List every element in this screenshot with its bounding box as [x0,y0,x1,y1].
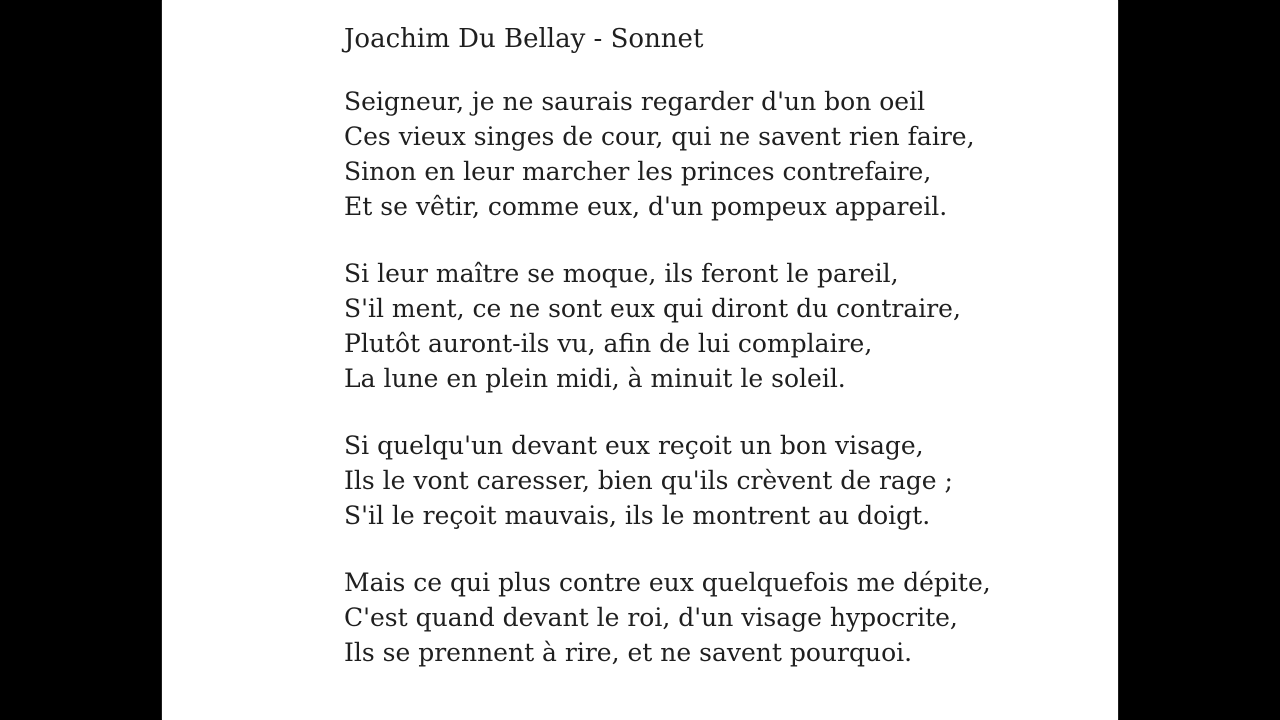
poem-line: Et se vêtir, comme eux, d'un pompeux appareil. [344,192,948,221]
poem-line: Sinon en leur marcher les princes contrefaire, [344,157,932,186]
stanza-4 [344,565,1104,670]
poem-line: Ils le vont caresser, bien qu'ils crèvent de rage ; [344,466,953,495]
poem-line: Ils se prennent à rire, et ne savent pourquoi. [344,638,913,667]
stanza-2 [344,256,1104,396]
poem [344,22,1104,670]
poem-line: Plutôt auront-ils vu, afin de lui complaire, [344,329,873,358]
stanza-1 [344,84,1104,224]
poem-line: Mais ce qui plus contre eux quelquefois me dépite, [344,568,991,597]
poem-line: C'est quand devant le roi, d'un visage hypocrite, [344,603,958,632]
poem-line: S'il le reçoit mauvais, ils le montrent au doigt. [344,501,931,530]
poem-line: La lune en plein midi, à minuit le soleil. [344,364,846,393]
poem-line: Ces vieux singes de cour, qui ne savent rien faire, [344,122,975,151]
poem-title: Joachim Du Bellay - Sonnet [344,24,704,54]
stanza-3 [344,428,1104,533]
poem-line: Si leur maître se moque, ils feront le pareil, [344,259,899,288]
document-page [162,0,1118,720]
poem-line: Si quelqu'un devant eux reçoit un bon visage, [344,431,924,460]
poem-line: S'il ment, ce ne sont eux qui diront du contraire, [344,294,961,323]
poem-line: Seigneur, je ne saurais regarder d'un bon oeil [344,87,926,116]
